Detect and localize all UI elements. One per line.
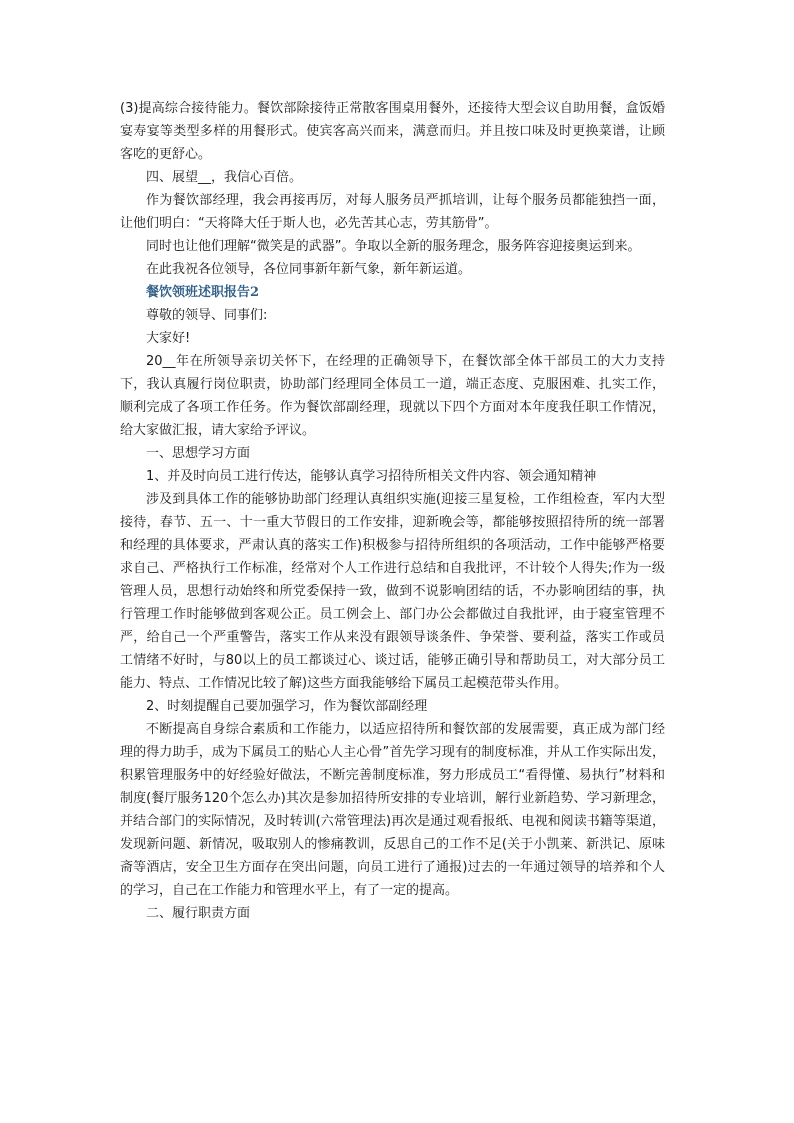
document-page <box>120 97 665 925</box>
paragraph-comprehensive-reception: (3)提高综合接待能力。餐饮部除接待正常散客围桌用餐外，还接待大型会议自助用餐，盒饭婚宴寿宴等类型多样的用餐形式。使宾客高兴而来，满意而归。并且按口味及时更换菜谱，让顾客吃的更舒心。 <box>120 101 665 162</box>
paragraph-greeting: 大家好! <box>146 331 191 346</box>
section-heading-ideology-study: 一、思想学习方面 <box>146 446 251 461</box>
paragraph-training-plan: 作为餐饮部经理，我会再接再厉，对每人服务员严抓培训，让每个服务员都能独挡一面，让他们明白：“天将降大任于斯人也，必先苦其心志，劳其筋骨”。 <box>120 193 665 231</box>
paragraph-item-2: 2、时刻提醒自己要加强学习，作为餐饮部副经理 <box>146 699 428 714</box>
paragraph-smile-weapon: 同时也让他们理解“微笑是的武器”。争取以全新的服务理念，服务阵容迎接奥运到来。 <box>146 239 641 254</box>
paragraph-salutation: 尊敬的领导、同事们: <box>146 308 268 323</box>
section-title-report-2: 餐饮领班述职报告2 <box>146 285 260 300</box>
paragraph-outlook-heading: 四、展望__，我信心百倍。 <box>146 170 303 185</box>
paragraph-item-1: 1、并及时向员工进行传达，能够认真学习招待所相关文件内容、领会通知精神 <box>146 469 597 484</box>
section-heading-duties: 二、履行职责方面 <box>146 906 251 921</box>
paragraph-implementation-details: 涉及到具体工作的能够协助部门经理认真组织实施(迎接三星复检，工作组检查，军内大型接待，春节、五一、十一重大节假日的工作安排，迎新晚会等，都能够按照招待所的统一部署和经理的具体要求，严肃认真的落实工作)积极参与招待所组织的各项活动，工作中能够严格要求自己、严格执行工作标准，经常对个人工作进行总结和自我批评，不计较个人得失;作为一级管理人员，思想行动始终和所党委保持一致，做到不说影响团结的话，不办影响团结的事，执行管理工作时能够做到客观公正。员工例会上、部门办公会都做过自我批评，由于寝室管理不严，给自己一个严重警告，落实工作从来没有跟领导谈条件、争荣誉、要利益，落实工作或员工情绪不好时，与80以上的员工都谈过心、谈过话，能够正确引导和帮助员工，对大部分员工能力、特点、工作情况比较了解)这些方面我能够给下属员工起模范带头作用。 <box>120 492 665 691</box>
paragraph-new-year-wishes: 在此我祝各位领导，各位同事新年新气象，新年新运道。 <box>146 262 472 277</box>
paragraph-continuous-improvement: 不断提高自身综合素质和工作能力，以适应招待所和餐饮部的发展需要，真正成为部门经理的得力助手，成为下属员工的贴心人主心骨”首先学习现有的制度标准，并从工作实际出发，积累管理服务中的好经验好做法，不断完善制度标准，努力形成员工“看得懂、易执行”材料和制度(餐厅服务120个怎么办)其次是参加招待所安排的专业培训，解行业新趋势、学习新理念，并结合部门的实际情况，及时转训(六常管理法)再次是通过观看报纸、电视和阅读书籍等渠道，发现新问题、新情况，吸取别人的惨痛教训，反思自己的工作不足(关于小凯莱、新洪记、原味斋等酒店，安全卫生方面存在突出问题，向员工进行了通报)过去的一年通过领导的培养和个人的学习，自己在工作能力和管理水平上，有了一定的提高。 <box>120 722 665 898</box>
paragraph-annual-summary: 20__年在所领导亲切关怀下，在经理的正确领导下，在餐饮部全体干部员工的大力支持下，我认真履行岗位职责，协助部门经理同全体员工一道，端正态度、克服困难、扎实工作，顺利完成了各项工作任务。作为餐饮部副经理，现就以下四个方面对本年度我任职工作情况，给大家做汇报，请大家给予评议。 <box>120 354 665 438</box>
